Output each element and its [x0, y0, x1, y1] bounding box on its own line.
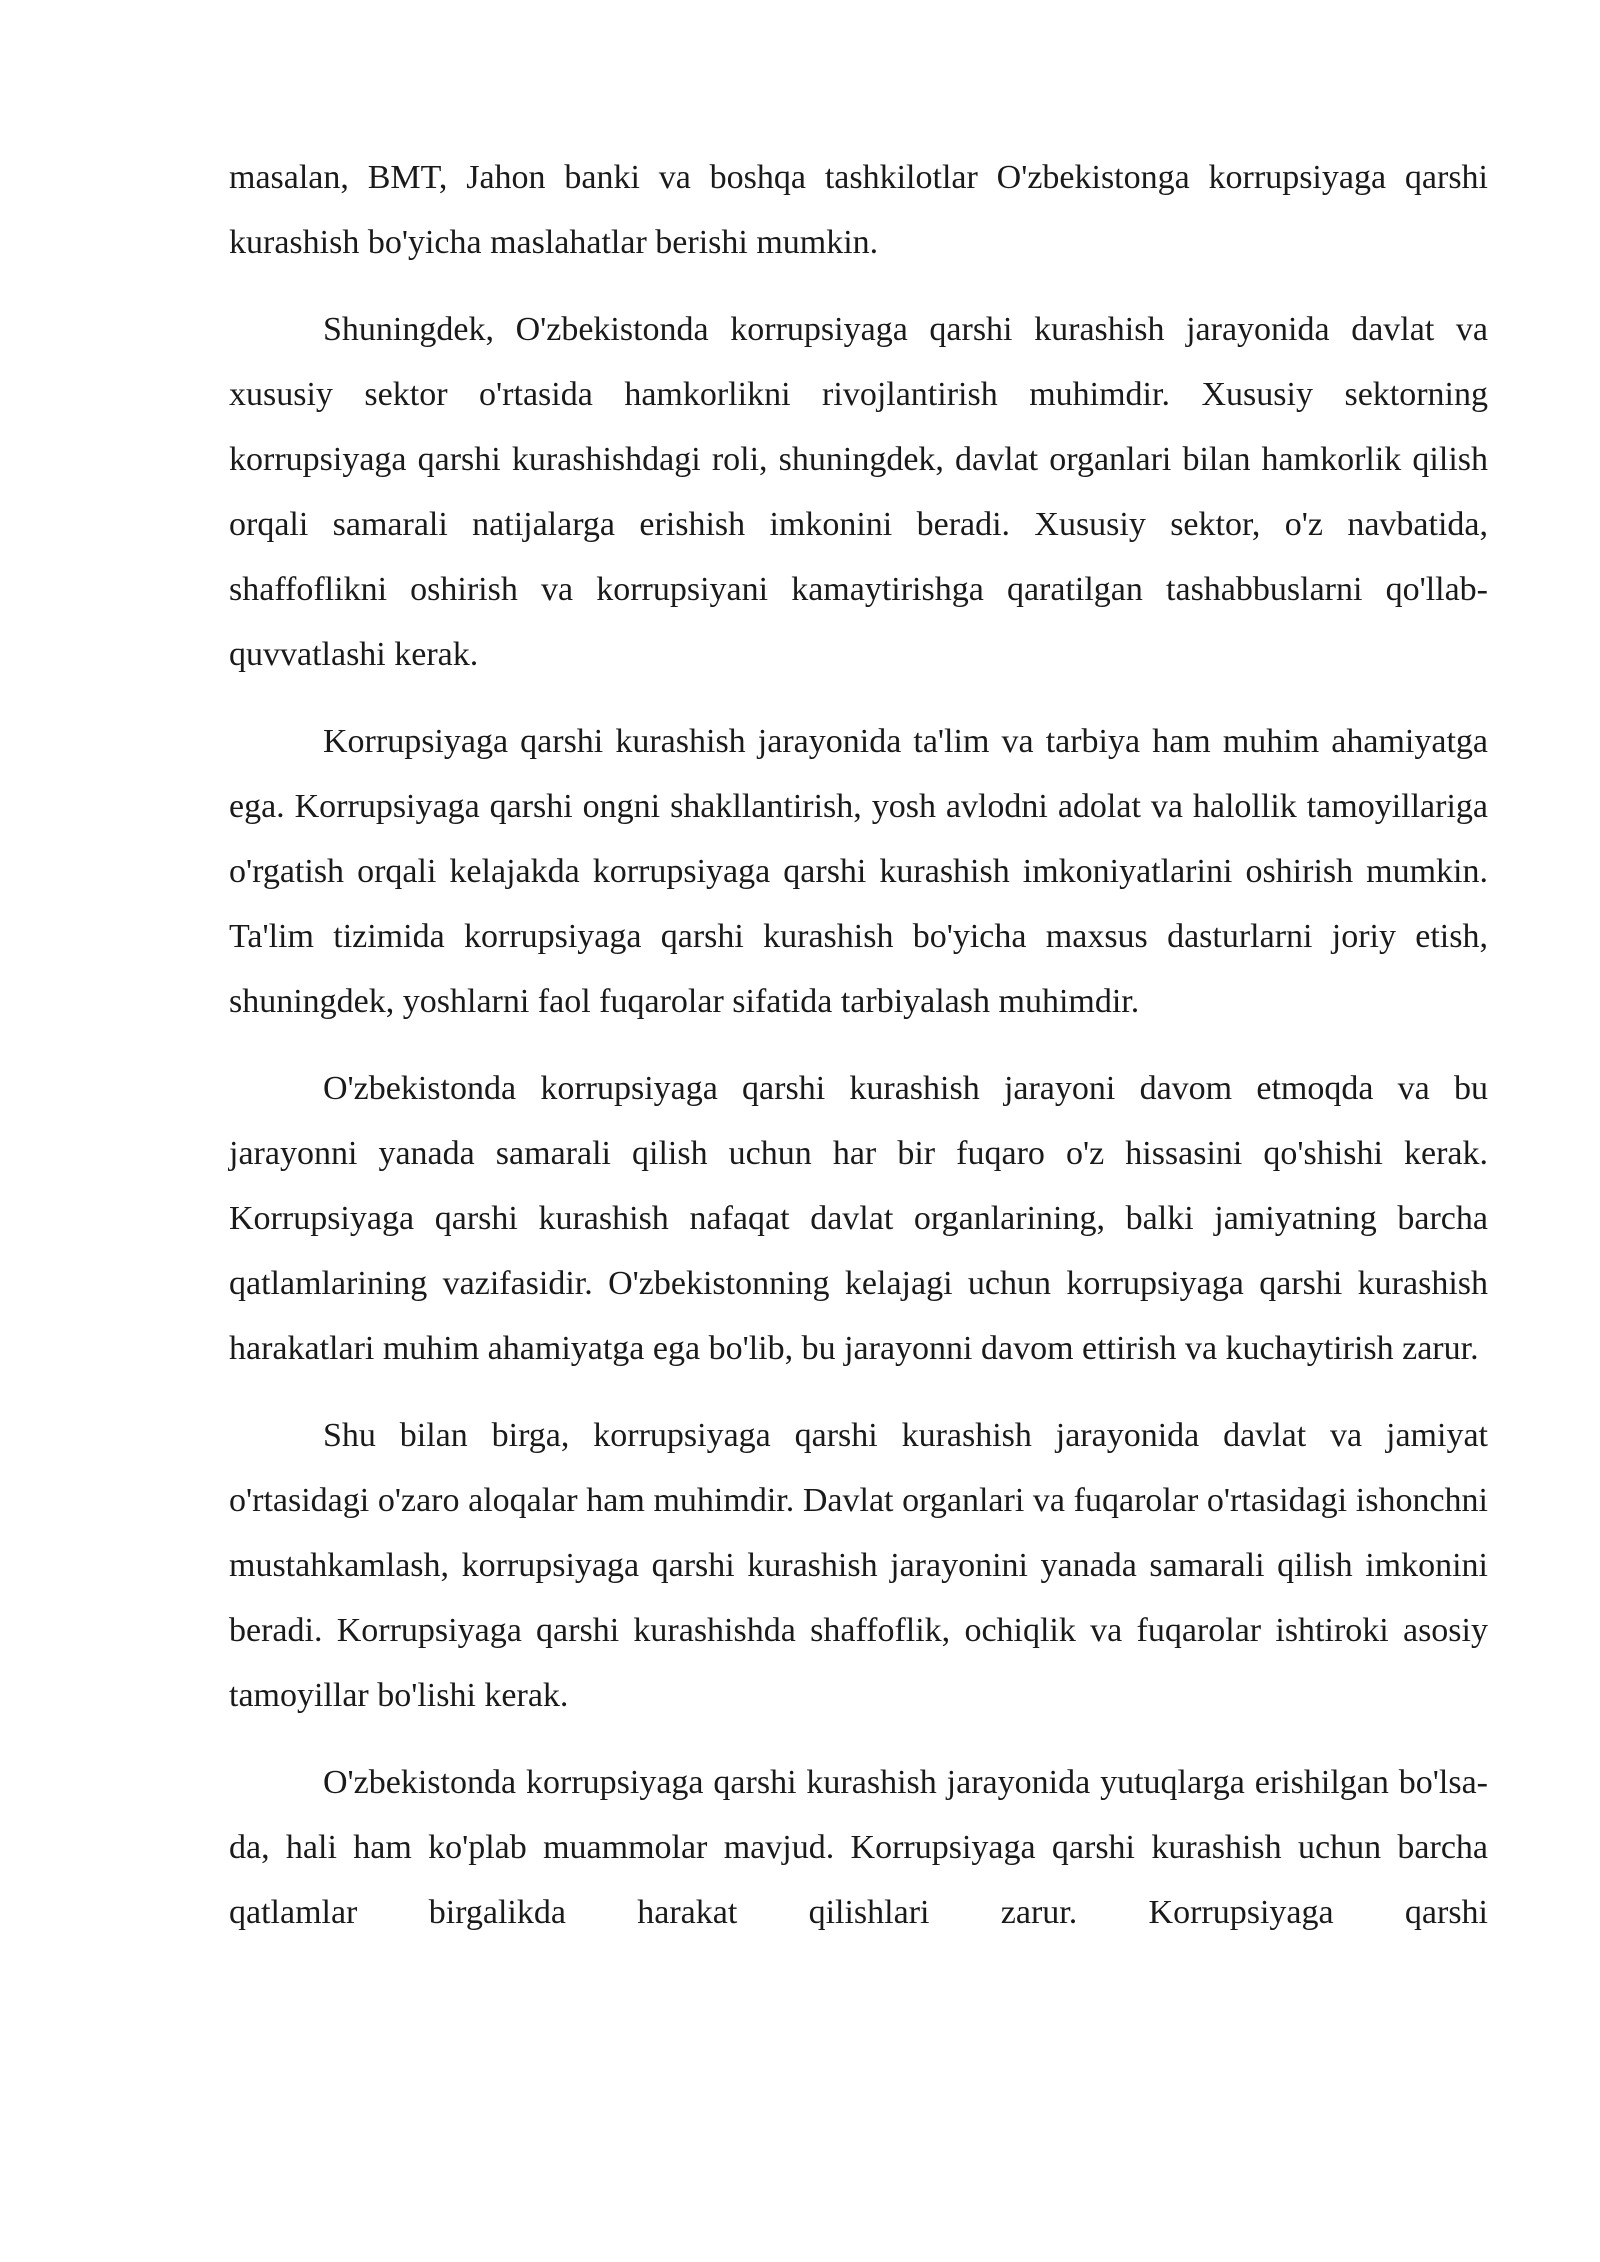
paragraph-state-society: Shu bilan birga, korrupsiyaga qarshi kurashish jarayonida davlat va jamiyat o'rtasidagi o'zaro aloqalar ham muhimdir. Davlat organlari va fuqarolar o'rtasidagi ishonchni mustahkamlash, korrupsiyaga qarshi kurashish jarayonini yanada samarali qilish imkonini beradi. Korrupsiyaga qarshi kurashishda shaffoflik, ochiqlik va fuqarolar ishtiroki asosiy tamoyillar bo'lishi kerak.: [229, 1417, 1488, 1714]
document-body: [229, 145, 1488, 1967]
paragraph-continuation: masalan, BMT, Jahon banki va boshqa tashkilotlar O'zbekistonga korrupsiyaga qarshi kurashish bo'yicha maslahatlar berishi mumkin.: [229, 159, 1488, 261]
paragraph-achievements: O'zbekistonda korrupsiyaga qarshi kurashish jarayonida yutuqlarga erishilgan bo'lsa-da, hali ham ko'plab muammolar mavjud. Korrupsiyaga qarshi kurashish uchun barcha qatlamlar birgalikda harakat qilishlari zarur. Korrupsiyaga qarshi: [229, 1764, 1488, 1931]
paragraph-citizens-role: O'zbekistonda korrupsiyaga qarshi kurashish jarayoni davom etmoqda va bu jarayonni yanada samarali qilish uchun har bir fuqaro o'z hissasini qo'shishi kerak. Korrupsiyaga qarshi kurashish nafaqat davlat organlarining, balki jamiyatning barcha qatlamlarining vazifasidir. O'zbekistonning kelajagi uchun korrupsiyaga qarshi kurashish harakatlari muhim ahamiyatga ega bo'lib, bu jarayonni davom ettirish va kuchaytirish zarur.: [229, 1070, 1488, 1367]
paragraph-education: Korrupsiyaga qarshi kurashish jarayonida ta'lim va tarbiya ham muhim ahamiyatga ega. Korrupsiyaga qarshi ongni shakllantirish, yosh avlodni adolat va halollik tamoyillariga o'rgatish orqali kelajakda korrupsiyaga qarshi kurashish imkoniyatlarini oshirish mumkin. Ta'lim tizimida korrupsiyaga qarshi kurashish bo'yicha maxsus dasturlarni joriy etish, shuningdek, yoshlarni faol fuqarolar sifatida tarbiyalash muhimdir.: [229, 723, 1488, 1020]
paragraph-private-sector: Shuningdek, O'zbekistonda korrupsiyaga qarshi kurashish jarayonida davlat va xususiy sektor o'rtasida hamkorlikni rivojlantirish muhimdir. Xususiy sektorning korrupsiyaga qarshi kurashishdagi roli, shuningdek, davlat organlari bilan hamkorlik qilish orqali samarali natijalarga erishish imkonini beradi. Xususiy sektor, o'z navbatida, shaffoflikni oshirish va korrupsiyani kamaytirishga qaratilgan tashabbuslarni qo'llab-quvvatlashi kerak.: [229, 311, 1488, 673]
